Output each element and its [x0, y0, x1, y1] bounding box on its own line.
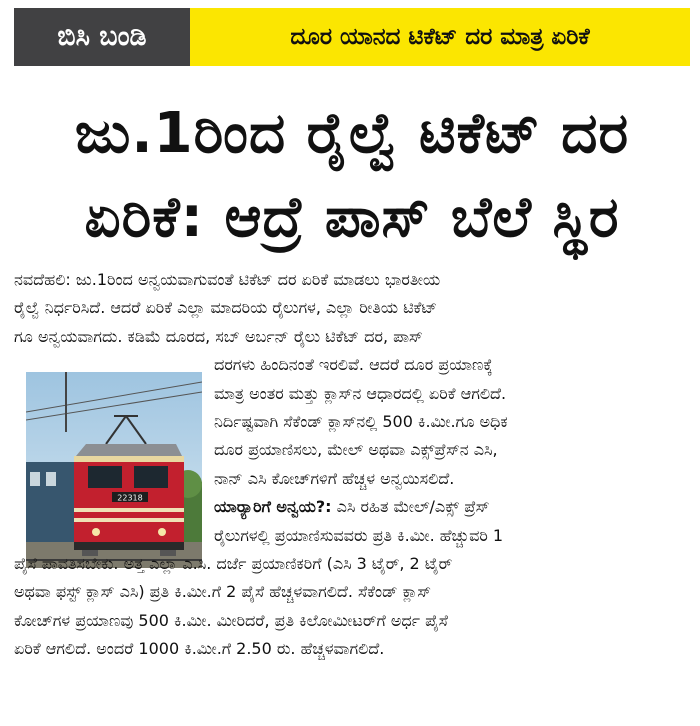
header-banner — [14, 8, 690, 66]
headline-line-2: ಏರಿಕೆ: ಆದ್ರೆ ಪಾಸ್ ಬೆಲೆ ಸ್ಥಿರ — [84, 185, 620, 250]
article-body — [14, 266, 690, 663]
article-line: ರೈಲ್ವೆ ನಿರ್ಧರಿಸಿದೆ. ಆದರೆ ಏರಿಕೆ ಎಲ್ಲಾ ಮಾದರಿಯ ರೈಲುಗಳ, ಎಲ್ಲಾ ರೀತಿಯ ಟಿಕೆಟ್ — [14, 298, 438, 318]
headline-line-1: ಜು.1ರಿಂದ ರೈಲ್ವೆ ಟಿಕೆಟ್ ದರ — [74, 101, 630, 166]
article-line: ಗೂ ಅನ್ವಯವಾಗದು. ಕಡಿಮೆ ದೂರದ, ಸಬ್ ಅರ್ಬನ್ ರೈಲು ಟಿಕೆಟ್ ದರ, ಪಾಸ್ — [14, 326, 423, 346]
article-line: ಮಾತ್ರ ಅಂತರ ಮತ್ತು ಕ್ಲಾಸ್‌ನ ಆಧಾರದಲ್ಲಿ ಏರಿಕೆ ಆಗಲಿದೆ. — [214, 383, 507, 403]
article-line: ಅಥವಾ ಫಸ್ಟ್ ಕ್ಲಾಸ್ ಎಸಿ) ಪ್ರತಿ ಕಿ.ಮೀ.ಗೆ 2 ಪೈಸೆ ಹೆಚ್ಚಳವಾಗಲಿದೆ. ಸೆಕೆಂಡ್ ಕ್ಲಾಸ್ — [14, 582, 432, 602]
section-tag: ಬಿಸಿ ಬಂಡಿ — [14, 8, 190, 66]
article-line: ದೂರ ಪ್ರಯಾಣಿಸಲು, ಮೇಲ್ ಅಥವಾ ಎಕ್ಸ್‌ಪ್ರೆಸ್‌ನ ಎಸಿ, — [214, 440, 498, 460]
headline — [14, 92, 690, 260]
article-line: ನಾನ್ ಎಸಿ ಕೋಚ್‌ಗಳಿಗೆ ಹೆಚ್ಚಳ ಅನ್ವಯಿಸಲಿದೆ. — [214, 468, 455, 488]
loco-number: 22318 — [117, 493, 143, 503]
subhead-who-applies: ಯಾರ್‍ಯಾರಿಗೆ ಅನ್ವಯ?: — [214, 497, 332, 517]
article-subhead-line — [14, 493, 690, 521]
news-clipping — [14, 8, 690, 720]
article-line: ರೈಲುಗಳಲ್ಲಿ ಪ್ರಯಾಣಿಸುವವರು ಪ್ರತಿ ಕಿ.ಮೀ. ಹೆಚ್ಚುವರಿ 1 — [214, 525, 504, 545]
article-line: ಪೈಸೆ ಪಾವತಿಸಬೇಕು. ಅತ್ತ ಎಲ್ಲಾ ಎ.ಸಿ. ದರ್ಜೆ ಪ್ರಯಾಣಿಕರಿಗೆ (ಎಸಿ 3 ಟೈರ್, 2 ಟೈರ್ — [14, 553, 453, 573]
strapline: ದೂರ ಯಾನದ ಟಿಕೆಟ್ ದರ ಮಾತ್ರ ಏರಿಕೆ — [190, 8, 690, 66]
article-line: ನವದೆಹಲಿ: ಜು.1ರಿಂದ ಅನ್ವಯವಾಗುವಂತೆ ಟಿಕೆಟ್ ದರ ಏರಿಕೆ ಮಾಡಲು ಭಾರತೀಯ — [14, 270, 441, 289]
article-line: ಕೋಚ್‌ಗಳ ಪ್ರಯಾಣವು 500 ಕಿ.ಮೀ. ಮೀರಿದರೆ, ಪ್ರತಿ ಕಿಲೋಮೀಟರ್‌ಗೆ ಅರ್ಧ ಪೈಸೆ — [14, 610, 448, 630]
article-line: ದರಗಳು ಹಿಂದಿನಂತೆ ಇರಲಿವೆ. ಆದರೆ ದೂರ ಪ್ರಯಾಣಕ್ಕೆ — [214, 355, 493, 375]
article-text: ಎಸಿ ರಹಿತ ಮೇಲ್/ಎಕ್ಸ್ ಪ್ರೆಸ್ — [331, 497, 490, 517]
article-line: ನಿರ್ದಿಷ್ಟವಾಗಿ ಸೆಕೆಂಡ್ ಕ್ಲಾಸ್‌ನಲ್ಲಿ 500 ಕಿ.ಮೀ.ಗೂ ಅಧಿಕ — [214, 411, 508, 431]
article-line: ಏರಿಕೆ ಆಗಲಿದೆ. ಅಂದರೆ 1000 ಕಿ.ಮೀ.ಗೆ 2.50 ರು. ಹೆಚ್ಚಳವಾಗಲಿದೆ. — [14, 639, 385, 659]
